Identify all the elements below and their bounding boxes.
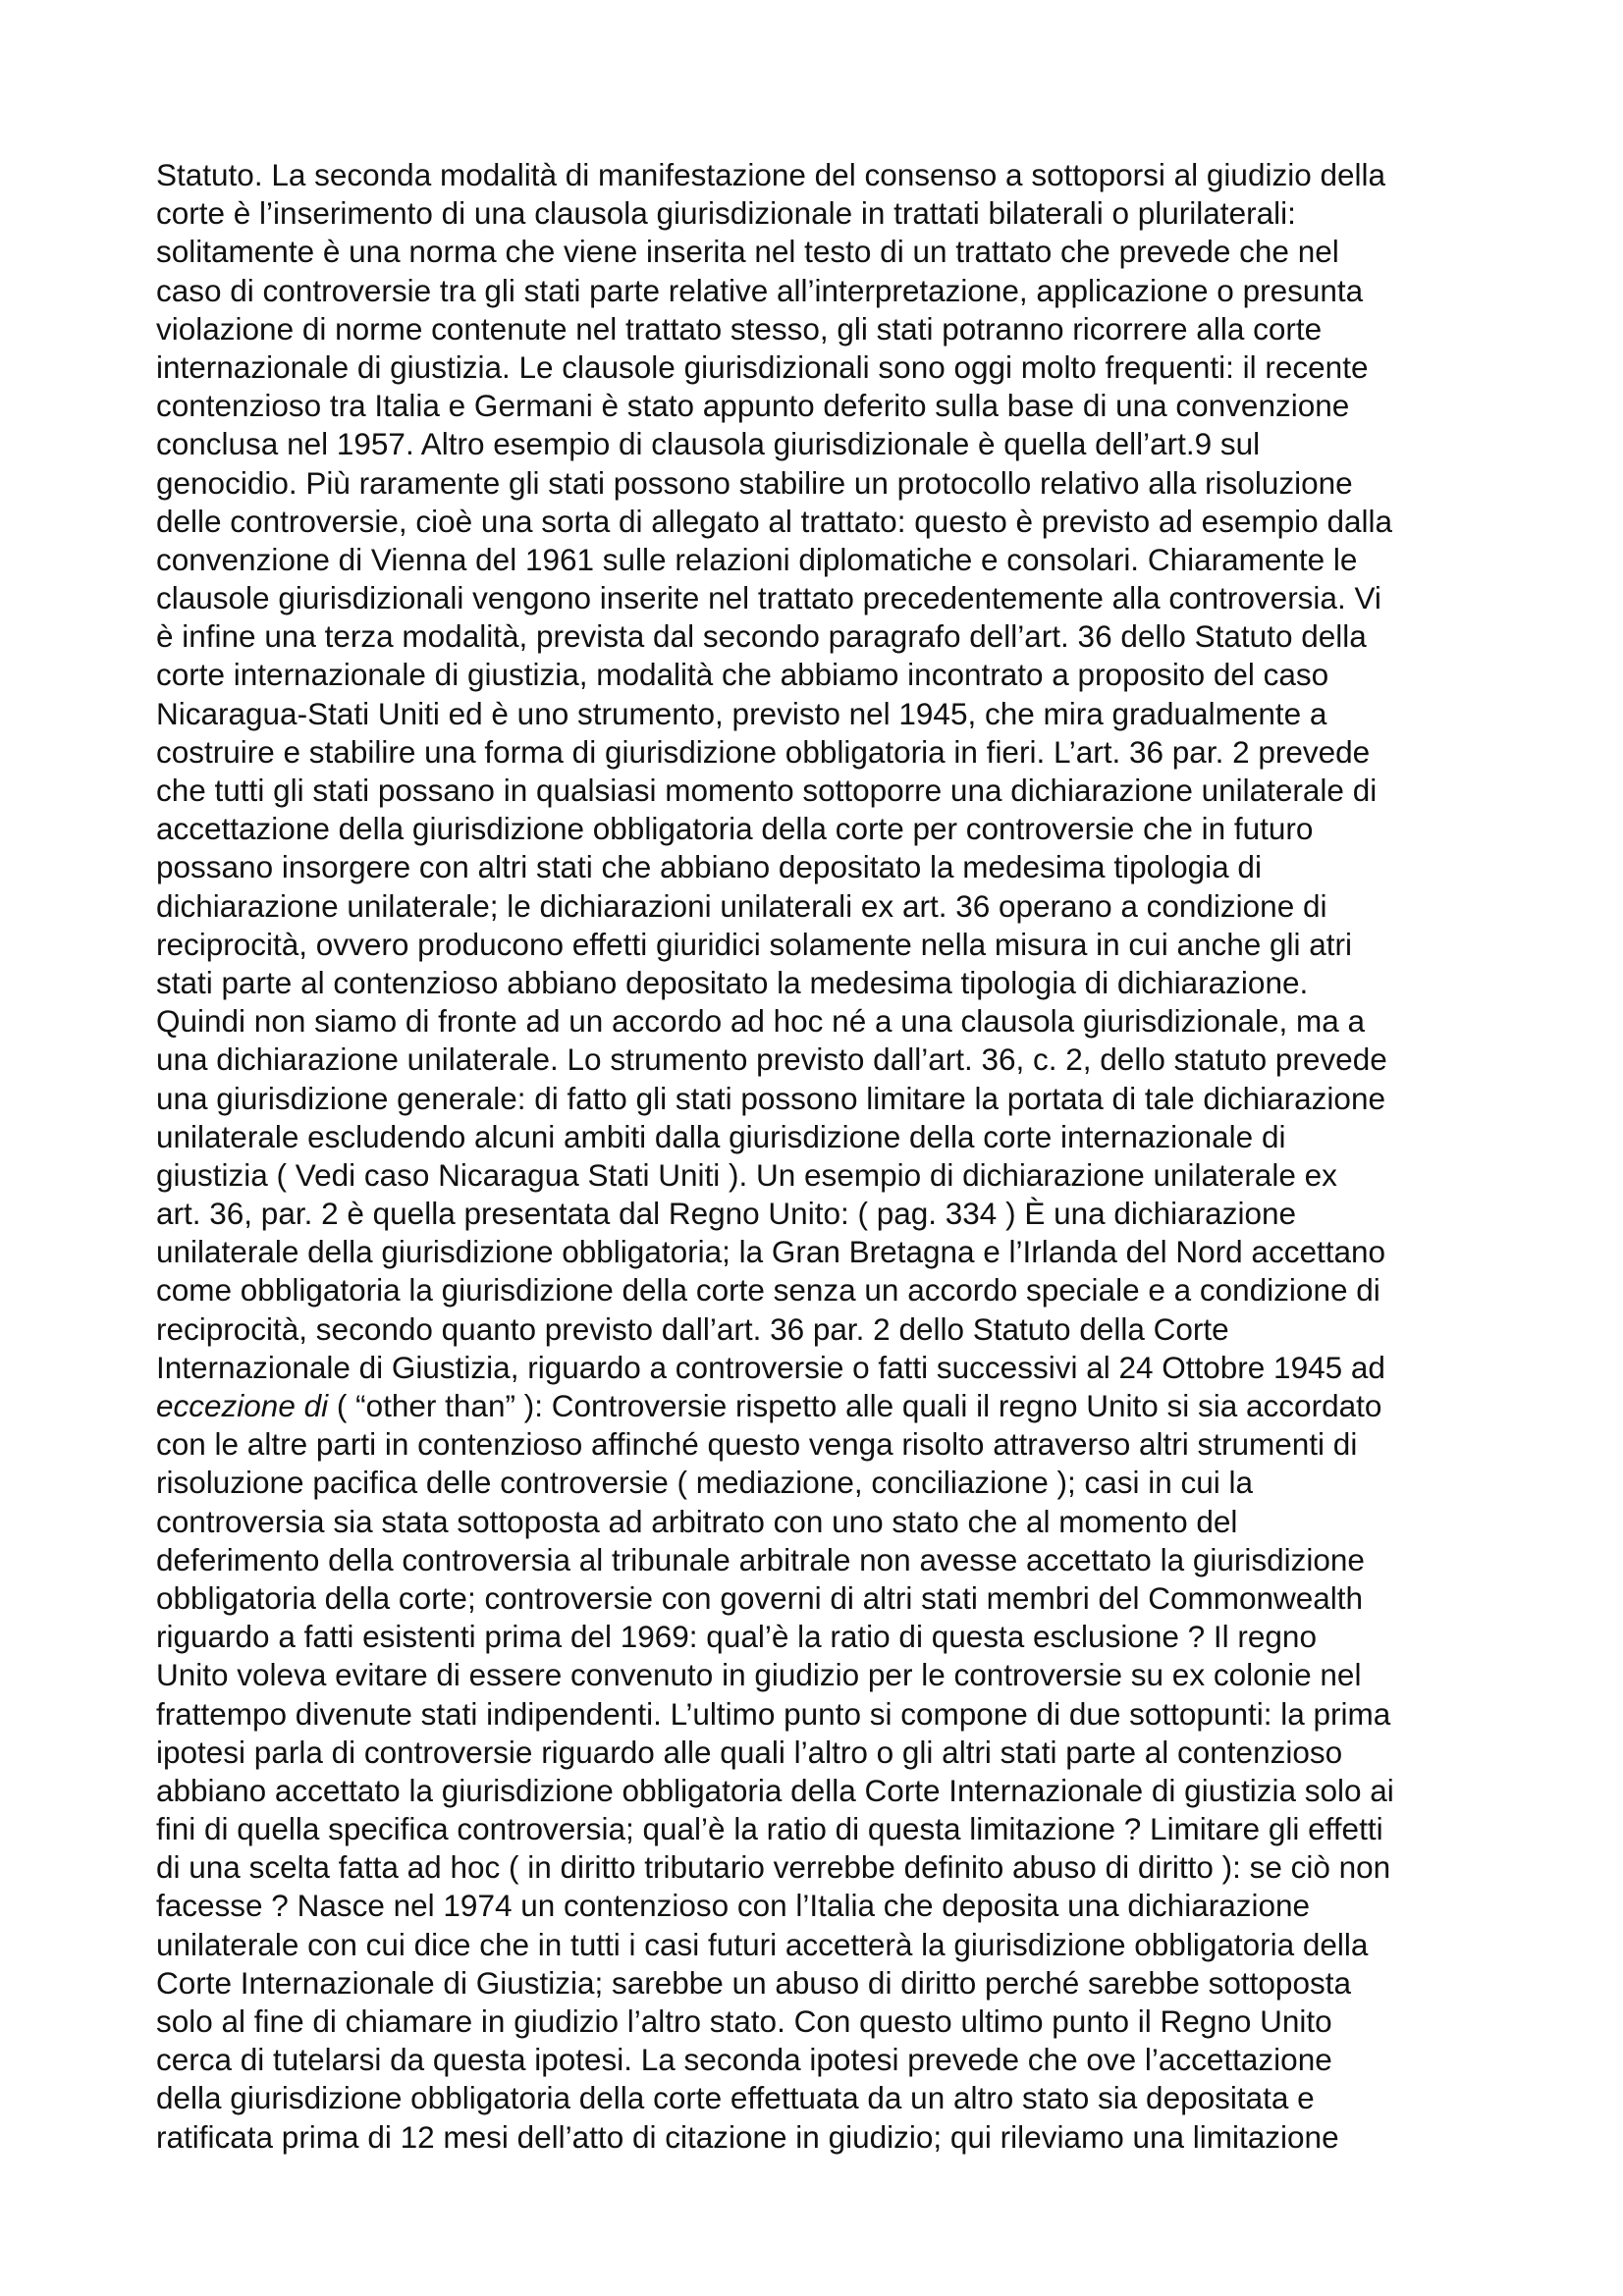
text-line: è infine una terza modalità, prevista dal secondo paragrafo dell’art. 36 dello Statuto della: [156, 618, 1367, 655]
text-line: convenzione di Vienna del 1961 sulle relazioni diplomatiche e consolari. Chiaramente le: [156, 541, 1358, 577]
text-line: con le altre parti in contenzioso affinché questo venga risolto attraverso altri strumenti di: [156, 1426, 1358, 1463]
text-line: di una scelta fatta ad hoc ( in diritto tributario verrebbe definito abuso di diritto ): se ciò non: [156, 1849, 1391, 1886]
text-line: dichiarazione unilaterale; le dichiarazioni unilaterali ex art. 36 operano a condizione di: [156, 887, 1327, 924]
text-line: della giurisdizione obbligatoria della corte effettuata da un altro stato sia depositata e: [156, 2080, 1315, 2116]
text-line: come obbligatoria la giurisdizione della corte senza un accordo speciale e a condizione di: [156, 1272, 1380, 1308]
text-line: ratificata prima di 12 mesi dell’atto di citazione in giudizio; qui rileviamo una limitazione: [156, 2118, 1339, 2155]
text-line: genocidio. Più raramente gli stati possono stabilire un protocollo relativo alla risoluzione: [156, 464, 1353, 501]
text-line: frattempo divenute stati indipendenti. L’ultimo punto si compone di due sottopunti: la prima: [156, 1695, 1391, 1732]
text-line: Nicaragua-Stati Uniti ed è uno strumento, previsto nel 1945, che mira gradualmente a: [156, 695, 1327, 731]
text-line: corte internazionale di giustizia, modalità che abbiamo incontrato a proposito del caso: [156, 657, 1329, 693]
text-line: Corte Internazionale di Giustizia; sarebbe un abuso di diritto perché sarebbe sottoposta: [156, 1964, 1351, 2001]
text-line: reciprocità, secondo quanto previsto dall’art. 36 par. 2 dello Statuto della Corte: [156, 1310, 1229, 1347]
text-line: obbligatoria della corte; controversie con governi di altri stati membri del Commonwealth: [156, 1579, 1364, 1616]
text-line: clausole giurisdizionali vengono inserite nel trattato precedentemente alla controversia. Vi: [156, 580, 1381, 616]
text-line: ipotesi parla di controversie riguardo alle quali l’altro o gli altri stati parte al contenzioso: [156, 1734, 1343, 1770]
text-line: Statuto. La seconda modalità di manifestazione del consenso a sottoporsi al giudizio della: [156, 157, 1386, 192]
text-line: giustizia ( Vedi caso Nicaragua Stati Uniti ). Un esempio di dichiarazione unilaterale ex: [156, 1156, 1337, 1193]
text-line: Quindi non siamo di fronte ad un accordo ad hoc né a una clausola giurisdizionale, ma a: [156, 1003, 1366, 1040]
text-line: stati parte al contenzioso abbiano depositato la medesima tipologia di dichiarazione.: [156, 964, 1309, 1000]
text-line: caso di controversie tra gli stati parte relative all’interpretazione, applicazione o presunta: [156, 272, 1364, 308]
text-line: costruire e stabilire una forma di giurisdizione obbligatoria in fieri. L’art. 36 par. 2 prevede: [156, 733, 1371, 770]
text-line: accettazione della giurisdizione obbligatoria della corte per controversie che in futuro: [156, 811, 1314, 847]
text-line: violazione di norme contenute nel trattato stesso, gli stati potranno ricorrere alla corte: [156, 310, 1323, 347]
text-line: reciprocità, ovvero producono effetti giuridici solamente nella misura in cui anche gli atri: [156, 926, 1353, 962]
text-line: conclusa nel 1957. Altro esempio di clausola giurisdizionale è quella dell’art.9 sul: [156, 426, 1261, 462]
text-line: una dichiarazione unilaterale. Lo strumento previsto dall’art. 36, c. 2, dello statuto prevede: [156, 1041, 1387, 1078]
text-line: contenzioso tra Italia e Germani è stato appunto deferito sulla base di una convenzione: [156, 388, 1350, 424]
text-line: unilaterale escludendo alcuni ambiti dalla giurisdizione della corte internazionale di: [156, 1118, 1286, 1154]
text-line: unilaterale con cui dice che in tutti i casi futuri accetterà la giurisdizione obbligatoria della: [156, 1926, 1369, 1962]
text-line: unilaterale della giurisdizione obbligatoria; la Gran Bretagna e l’Irlanda del Nord accettano: [156, 1234, 1386, 1270]
text-line: art. 36, par. 2 è quella presentata dal Regno Unito: ( pag. 334 ) È una dichiarazione: [156, 1196, 1297, 1232]
text-line: controversia sia stata sottoposta ad arbitrato con uno stato che al momento del: [156, 1503, 1238, 1539]
text-line: solitamente è una norma che viene inserita nel testo di un trattato che prevede che nel: [156, 234, 1339, 270]
italic-line-rest: ( “other than” ): Controversie rispetto alle quali il regno Unito si sia accordato: [328, 1388, 1382, 1423]
text-line: solo al fine di chiamare in giudizio l’altro stato. Con questo ultimo punto il Regno Unito: [156, 2003, 1332, 2039]
text-line: cerca di tutelarsi da questa ipotesi. La seconda ipotesi prevede che ove l’accettazione: [156, 2042, 1332, 2078]
text-line: internazionale di giustizia. Le clausole giurisdizionali sono oggi molto frequenti: il recente: [156, 348, 1369, 385]
text-line: corte è l’inserimento di una clausola giurisdizionale in trattati bilaterali o plurilaterali:: [156, 195, 1296, 232]
text-line: fini di quella specifica controversia; qual’è la ratio di questa limitazione ? Limitare gli effetti: [156, 1811, 1383, 1847]
text-line: risoluzione pacifica delle controversie ( mediazione, conciliazione ); casi in cui la: [156, 1465, 1254, 1501]
text-line: riguardo a fatti esistenti prima del 1969: qual’è la ratio di questa esclusione ? Il regno: [156, 1619, 1317, 1655]
italic-phrase: eccezione di: [156, 1388, 329, 1423]
text-line: abbiano accettato la giurisdizione obbligatoria della Corte Internazionale di giustizia solo ai: [156, 1772, 1394, 1808]
text-line: una giurisdizione generale: di fatto gli stati possono limitare la portata di tale dichiarazione: [156, 1080, 1385, 1116]
text-line: facesse ? Nasce nel 1974 un contenzioso con l’Italia che deposita una dichiarazione: [156, 1888, 1311, 1924]
text-line: possano insorgere con altri stati che abbiano depositato la medesima tipologia di: [156, 849, 1262, 885]
text-line: che tutti gli stati possano in qualsiasi momento sottoporre una dichiarazione unilaterale di: [156, 773, 1378, 808]
text-line-with-italic: [156, 1387, 1491, 1425]
text-line: Internazionale di Giustizia, riguardo a controversie o fatti successivi al 24 Ottobre 1945 ad: [156, 1349, 1385, 1385]
body-text: [156, 156, 1491, 2157]
text-line: Unito voleva evitare di essere convenuto in giudizio per le controversie su ex colonie nel: [156, 1657, 1362, 1693]
text-line: deferimento della controversia al tribunale arbitrale non avesse accettato la giurisdizione: [156, 1541, 1365, 1577]
text-line: delle controversie, cioè una sorta di allegato al trattato: questo è previsto ad esempio dalla: [156, 503, 1393, 539]
